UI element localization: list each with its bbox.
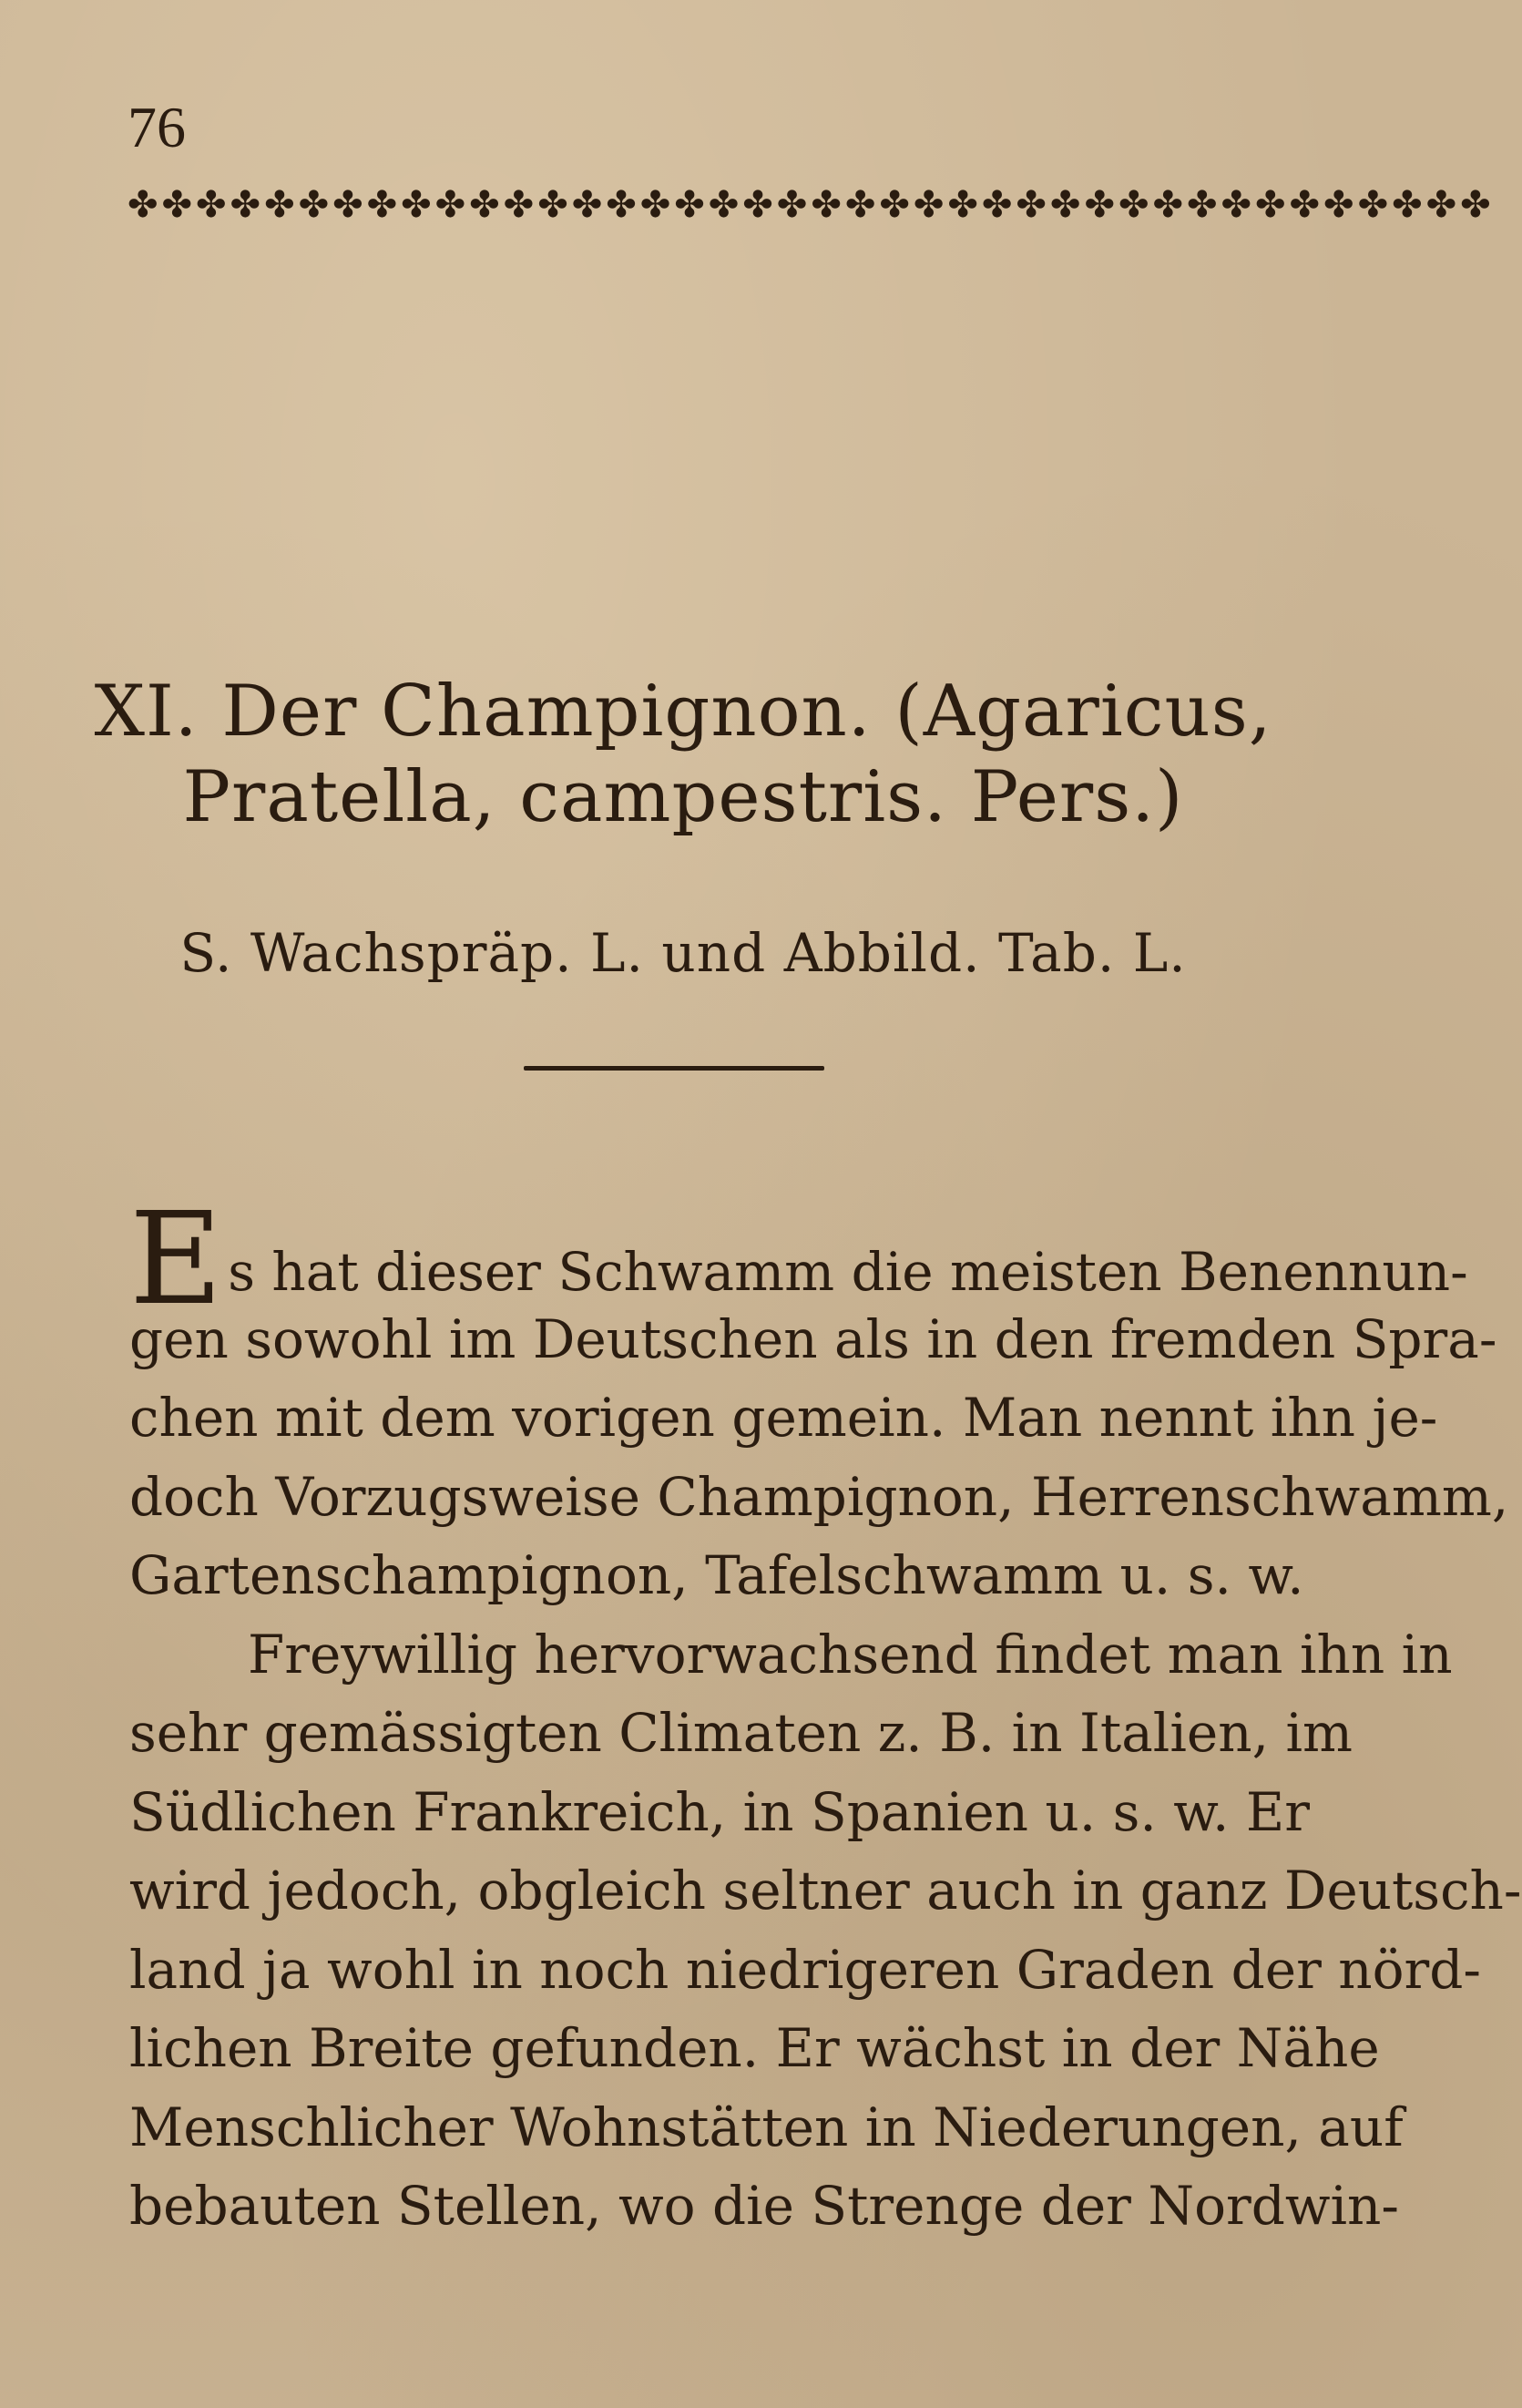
drop-cap: E [129, 1185, 223, 1334]
text-line: land ja wohl in noch niedrigeren Graden der nörd- [129, 1938, 1481, 2001]
page-number: 76 [128, 95, 186, 159]
text-line: Südlichen Frankreich, in Spanien u. s. w. Er [129, 1780, 1310, 1843]
section-divider [524, 1066, 824, 1071]
chapter-heading [0, 670, 1366, 840]
text-line: Es hat dieser Schwamm die meisten Benennun- [129, 1185, 1468, 1334]
body-paragraphs [129, 1185, 1522, 2246]
text-line: Freywillig hervorwachsend findet man ihn in [248, 1623, 1453, 1686]
heading-line-2: Pratella, campestris. Pers.) [182, 755, 1184, 838]
text-line: wird jedoch, obgleich seltner auch in ganz Deutsch- [129, 1860, 1522, 1921]
text-line: chen mit dem vorigen gemein. Man nennt ihn je- [129, 1387, 1438, 1449]
text-line: gen sowohl im Deutschen als in den fremden Spra- [129, 1307, 1497, 1370]
text-line: Gartenschampignon, Tafelschwamm u. s. w. [129, 1544, 1304, 1606]
ornamental-border: ✤✤✤✤✤✤✤✤✤✤✤✤✤✤✤✤✤✤✤✤✤✤✤✤✤✤✤✤✤✤✤✤✤✤✤✤✤✤✤✤ [128, 184, 1495, 226]
reference-line: S. Wachspräp. L. und Abbild. Tab. L. [179, 922, 1187, 984]
text-line: doch Vorzugsweise Champignon, Herrenschwamm, [129, 1465, 1509, 1528]
text-line: lichen Breite gefunden. Er wächst in der Nähe [129, 2017, 1380, 2079]
text-line: sehr gemässigten Climaten z. B. in Italien, im [129, 1702, 1353, 1764]
text-line: bebauten Stellen, wo die Strenge der Nordwin- [129, 2175, 1400, 2237]
text-line: Menschlicher Wohnstätten in Niederungen, auf [129, 2095, 1404, 2158]
heading-line-1: XI. Der Champignon. (Agaricus, [94, 671, 1272, 753]
